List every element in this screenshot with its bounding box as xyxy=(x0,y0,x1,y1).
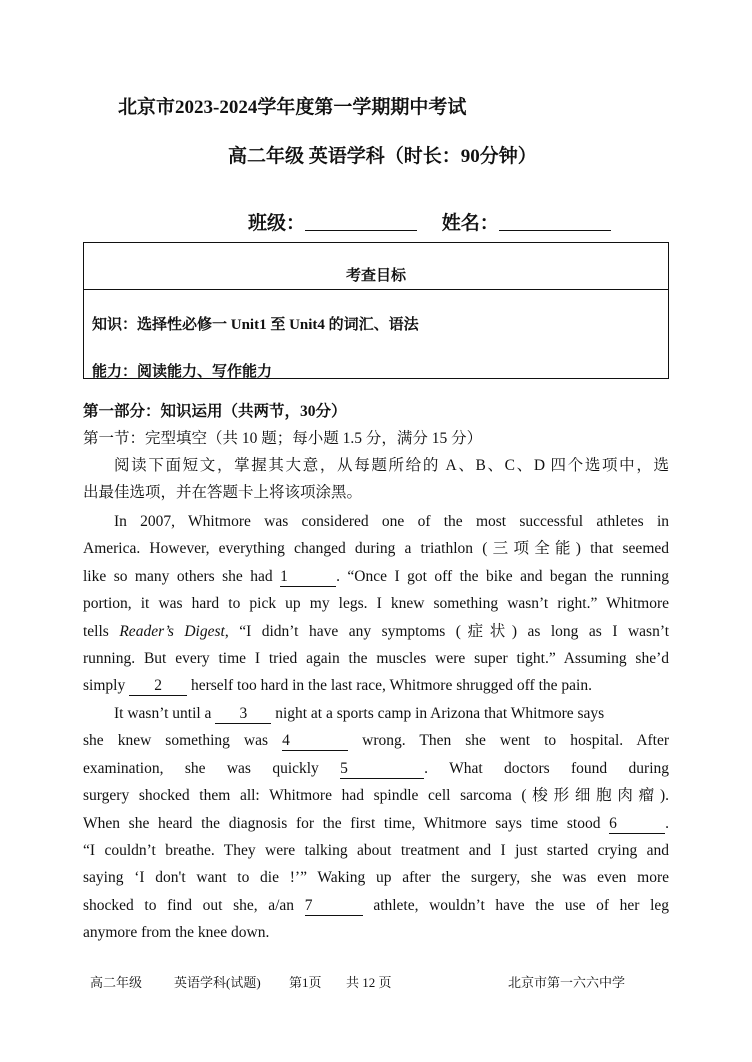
passage-text: she knew something was xyxy=(83,732,269,750)
instruction-line: 出最佳选项，并在答题卡上将该项涂黑。 xyxy=(83,484,363,502)
part1-heading: 第一部分：知识运用（共两节，30分） xyxy=(83,403,347,420)
footer-subject: 英语学科(试题) xyxy=(174,975,261,990)
passage-line xyxy=(83,810,669,837)
footer-grade: 高二年级 xyxy=(90,975,143,990)
passage-line: “I couldn’t breathe. They were talking about treatment and I just started crying and xyxy=(83,841,669,859)
passage-paragraph-1 xyxy=(83,508,669,700)
passage-text: It wasn’t until a xyxy=(114,705,212,722)
instruction-line: 阅读下面短文，掌握其大意，从每题所给的 A、B、C、D 四个选项中，选 xyxy=(114,457,669,474)
exam-subtitle: 高二年级 英语学科（时长：90分钟） xyxy=(228,146,537,167)
instructions xyxy=(83,452,669,507)
passage-line: In 2007, Whitmore was considered one of the most successful athletes in xyxy=(114,513,669,530)
passage-text: examination, she was quickly xyxy=(83,759,319,777)
class-field[interactable] xyxy=(305,212,417,231)
passage-text: . xyxy=(665,814,669,832)
blank-2[interactable]: 2 xyxy=(129,677,187,696)
passage-line xyxy=(83,727,669,754)
passage-text: shocked to find out she, a/an xyxy=(83,896,295,914)
blank-3[interactable]: 3 xyxy=(215,705,271,724)
passage-text: wrong. Then she went to hospital. After xyxy=(362,732,670,750)
passage-line: America. However, everything changed during a triathlon (三项全能) that seemed xyxy=(83,540,669,558)
objective-knowledge: 知识：选择性必修一 Unit1 至 Unit4 的词汇、语法 xyxy=(92,317,419,333)
passage-text: . “Once I got off the bike and began the running xyxy=(336,567,669,585)
exam-title: 北京市2023-2024学年度第一学期期中考试 xyxy=(118,97,467,118)
class-label: 班级： xyxy=(248,213,306,234)
blank-1[interactable]: 1 xyxy=(280,568,336,587)
section1-heading: 第一节：完型填空（共 10 题；每小题 1.5 分，满分 15 分） xyxy=(83,430,483,447)
passage-text: , “I didn’t have any symptoms (症状) as long as I wasn’t xyxy=(224,622,670,640)
footer-school: 北京市第一六六中学 xyxy=(508,975,626,990)
objective-ability: 能力：阅读能力、写作能力 xyxy=(92,364,273,380)
passage-line: running. But every time I tried again the muscles were super tight.” Assuming she’d xyxy=(83,649,669,667)
passage-text: simply xyxy=(83,677,126,695)
passage-line xyxy=(83,563,669,590)
name-label: 姓名： xyxy=(441,213,499,234)
blank-4[interactable]: 4 xyxy=(282,732,348,751)
passage-paragraph-2 xyxy=(83,700,669,947)
objectives-box xyxy=(83,242,669,379)
blank-5[interactable]: 5 xyxy=(340,760,424,779)
passage-line xyxy=(83,672,669,699)
passage-line xyxy=(83,755,669,782)
footer-total-pages: 共 12 页 xyxy=(346,975,392,990)
passage-text: . What doctors found during xyxy=(424,759,670,777)
blank-6[interactable]: 6 xyxy=(609,815,665,834)
passage-text: When she heard the diagnosis for the first time, Whitmore says time stood xyxy=(83,814,601,832)
passage-line xyxy=(83,700,669,727)
passage-line: anymore from the knee down. xyxy=(83,924,270,942)
passage-line: portion, it was hard to pick up my legs. I knew something wasn’t right.” Whitmore xyxy=(83,595,669,613)
passage-text: like so many others she had xyxy=(83,567,273,585)
name-field[interactable] xyxy=(499,212,611,231)
student-info-row xyxy=(248,208,611,235)
publication-title: Reader’s Digest xyxy=(119,622,225,640)
passage-text: tells xyxy=(83,622,109,640)
blank-7[interactable]: 7 xyxy=(305,897,363,916)
passage-text: night at a sports camp in Arizona that Whitmore says xyxy=(275,705,605,722)
passage-text: herself too hard in the last race, Whitmore shrugged off the pain. xyxy=(190,677,592,695)
passage-line xyxy=(83,892,669,919)
passage-text: athlete, wouldn’t have the use of her leg xyxy=(373,896,669,914)
passage-line: surgery shocked them all: Whitmore had spindle cell sarcoma (梭形细胞肉瘤). xyxy=(83,787,669,805)
footer-page: 第1页 xyxy=(289,975,322,990)
passage-line xyxy=(83,618,669,645)
passage-line: saying ‘I don't want to die !’” Waking up after the surgery, she was even more xyxy=(83,869,669,887)
objectives-heading: 考查目标 xyxy=(84,243,668,290)
